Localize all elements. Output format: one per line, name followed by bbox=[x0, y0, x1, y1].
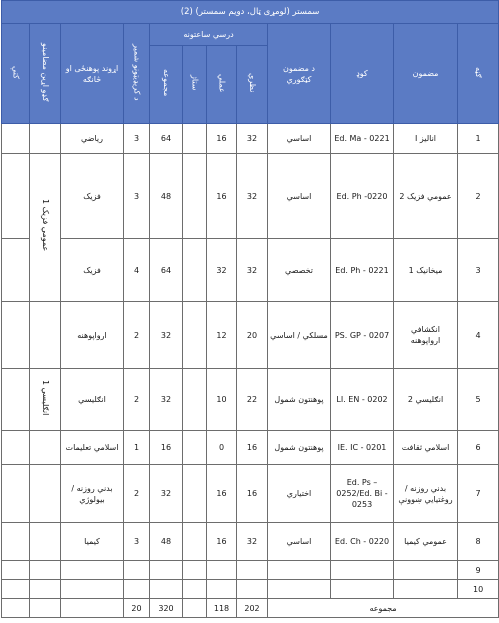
cell-num: 9 bbox=[458, 561, 499, 580]
col-credits: د کریډیټونو شمیر bbox=[124, 24, 150, 124]
cell-common bbox=[30, 124, 61, 154]
cell-total: 16 bbox=[150, 431, 183, 465]
cell-total: 32 bbox=[150, 369, 183, 431]
cell-subject: عمومي کیمیا bbox=[394, 523, 458, 561]
cell-theory: 32 bbox=[237, 124, 268, 154]
total-theory: 202 bbox=[237, 599, 268, 618]
cell-note bbox=[2, 302, 30, 369]
cell-studio bbox=[183, 523, 207, 561]
cell-note bbox=[2, 154, 30, 239]
total-credits: 20 bbox=[124, 599, 150, 618]
cell-department: انګلیسي bbox=[61, 369, 124, 431]
cell-code: PS. GP - 0207 bbox=[331, 302, 394, 369]
cell-category: تخصصي bbox=[268, 239, 331, 302]
header-row-1 bbox=[2, 24, 499, 46]
cell-total: 32 bbox=[150, 465, 183, 523]
semester-table bbox=[1, 0, 499, 618]
cell-category: پوهنتون شمول bbox=[268, 431, 331, 465]
cell-code: Ed. Ps – 0252/Ed. Bi - 0253 bbox=[331, 465, 394, 523]
col-theory: نظري bbox=[237, 46, 268, 124]
cell-practical: 16 bbox=[207, 465, 237, 523]
cell-code: Ed. Ph - 0221 bbox=[331, 239, 394, 302]
cell-practical: 12 bbox=[207, 302, 237, 369]
cell-num: 2 bbox=[458, 154, 499, 239]
cell-theory: 16 bbox=[237, 431, 268, 465]
totals-row bbox=[2, 599, 499, 618]
cell-studio bbox=[183, 302, 207, 369]
table-row bbox=[2, 580, 499, 599]
table-row bbox=[2, 465, 499, 523]
table-row bbox=[2, 561, 499, 580]
col-category: د مضمون کټګوري bbox=[268, 24, 331, 124]
cell-credits: 2 bbox=[124, 302, 150, 369]
col-subject: مضمون bbox=[394, 24, 458, 124]
cell-note bbox=[2, 124, 30, 154]
cell-studio bbox=[183, 239, 207, 302]
cell-num: 5 bbox=[458, 369, 499, 431]
cell-common-physics: عمومي فزیک 1 bbox=[30, 154, 61, 302]
cell-subject: عمومي فزیک 2 bbox=[394, 154, 458, 239]
cell-practical: 32 bbox=[207, 239, 237, 302]
cell-category: پوهنتون شمول bbox=[268, 369, 331, 431]
cell-category: اختیاري bbox=[268, 465, 331, 523]
cell-category: اساسي bbox=[268, 124, 331, 154]
cell-theory: 32 bbox=[237, 523, 268, 561]
cell-common bbox=[30, 465, 61, 523]
cell-department: بدني روزنه / بیولوژي bbox=[61, 465, 124, 523]
cell-studio bbox=[183, 154, 207, 239]
cell-common bbox=[30, 431, 61, 465]
total-practical: 118 bbox=[207, 599, 237, 618]
cell-department: فزیک bbox=[61, 154, 124, 239]
cell-theory: 20 bbox=[237, 302, 268, 369]
cell-code: LI. EN - 0202 bbox=[331, 369, 394, 431]
cell-credits: 4 bbox=[124, 239, 150, 302]
cell-num: 8 bbox=[458, 523, 499, 561]
cell-credits: 2 bbox=[124, 465, 150, 523]
cell-subject: میخانیک 1 bbox=[394, 239, 458, 302]
col-code: کوډ bbox=[331, 24, 394, 124]
cell-practical: 16 bbox=[207, 154, 237, 239]
col-hours-group: درسي ساعتونه bbox=[150, 24, 268, 46]
total-hours: 320 bbox=[150, 599, 183, 618]
cell-credits: 3 bbox=[124, 124, 150, 154]
table-row bbox=[2, 523, 499, 561]
cell-num: 10 bbox=[458, 580, 499, 599]
cell-total: 64 bbox=[150, 124, 183, 154]
table-title: (2) سمستر (لومړی ټال، دویم سمستر) bbox=[2, 1, 499, 24]
cell-practical: 16 bbox=[207, 124, 237, 154]
cell-theory: 16 bbox=[237, 465, 268, 523]
cell-studio bbox=[183, 369, 207, 431]
cell-practical: 16 bbox=[207, 523, 237, 561]
col-studio: ستاژ bbox=[183, 46, 207, 124]
table-row bbox=[2, 302, 499, 369]
cell-category: اساسي bbox=[268, 154, 331, 239]
cell-credits: 1 bbox=[124, 431, 150, 465]
cell-num: 1 bbox=[458, 124, 499, 154]
cell-code: Ed. Ph -0220 bbox=[331, 154, 394, 239]
cell-num: 7 bbox=[458, 465, 499, 523]
cell-subject: انګلیسي 2 bbox=[394, 369, 458, 431]
cell-department: اسلامي تعلیمات bbox=[61, 431, 124, 465]
cell-common bbox=[30, 302, 61, 369]
col-department: اړوند پوهنځی او څانګه bbox=[61, 24, 124, 124]
cell-num: 3 bbox=[458, 239, 499, 302]
table-row bbox=[2, 124, 499, 154]
cell-category: اساسي bbox=[268, 523, 331, 561]
cell-total: 48 bbox=[150, 523, 183, 561]
cell-subject: اسلامي ثقافت bbox=[394, 431, 458, 465]
cell-note bbox=[2, 239, 30, 302]
cell-department: ارواپوهنه bbox=[61, 302, 124, 369]
col-common: ګډو اړین مضامینو bbox=[30, 24, 61, 124]
title-row bbox=[2, 1, 499, 24]
cell-subject: انالیز I bbox=[394, 124, 458, 154]
cell-code: Ed. Ma - 0221 bbox=[331, 124, 394, 154]
table-row bbox=[2, 154, 499, 239]
col-num: ګڼه bbox=[458, 24, 499, 124]
cell-common-english: انګلیسي 1 bbox=[30, 369, 61, 431]
totals-label: مجموعه bbox=[268, 599, 499, 618]
cell-theory: 32 bbox=[237, 239, 268, 302]
cell-total: 48 bbox=[150, 154, 183, 239]
cell-common bbox=[30, 523, 61, 561]
total-studio bbox=[183, 599, 207, 618]
cell-code: Ed. Ch - 0220 bbox=[331, 523, 394, 561]
cell-practical: 0 bbox=[207, 431, 237, 465]
cell-studio bbox=[183, 465, 207, 523]
cell-note bbox=[2, 431, 30, 465]
table-row bbox=[2, 239, 499, 302]
col-total: مجموعه bbox=[150, 46, 183, 124]
cell-subject: بدني روزنه / روغتیايي ښوونې bbox=[394, 465, 458, 523]
table-row bbox=[2, 369, 499, 431]
cell-note bbox=[2, 369, 30, 431]
cell-department: ریاضي bbox=[61, 124, 124, 154]
cell-studio bbox=[183, 431, 207, 465]
cell-code: IE. IC - 0201 bbox=[331, 431, 394, 465]
cell-credits: 2 bbox=[124, 369, 150, 431]
cell-subject: انکشافي ارواپوهنه bbox=[394, 302, 458, 369]
cell-credits: 3 bbox=[124, 154, 150, 239]
cell-theory: 22 bbox=[237, 369, 268, 431]
cell-practical: 10 bbox=[207, 369, 237, 431]
cell-total: 64 bbox=[150, 239, 183, 302]
cell-theory: 32 bbox=[237, 154, 268, 239]
cell-note bbox=[2, 465, 30, 523]
table-row bbox=[2, 431, 499, 465]
cell-total: 32 bbox=[150, 302, 183, 369]
cell-studio bbox=[183, 124, 207, 154]
cell-note bbox=[2, 523, 30, 561]
cell-num: 6 bbox=[458, 431, 499, 465]
col-practical: عملي bbox=[207, 46, 237, 124]
cell-credits: 3 bbox=[124, 523, 150, 561]
col-note: کتې bbox=[2, 24, 30, 124]
cell-department: کیمیا bbox=[61, 523, 124, 561]
cell-department: فزیک bbox=[61, 239, 124, 302]
cell-num: 4 bbox=[458, 302, 499, 369]
cell-category: مسلکي / اساسي bbox=[268, 302, 331, 369]
